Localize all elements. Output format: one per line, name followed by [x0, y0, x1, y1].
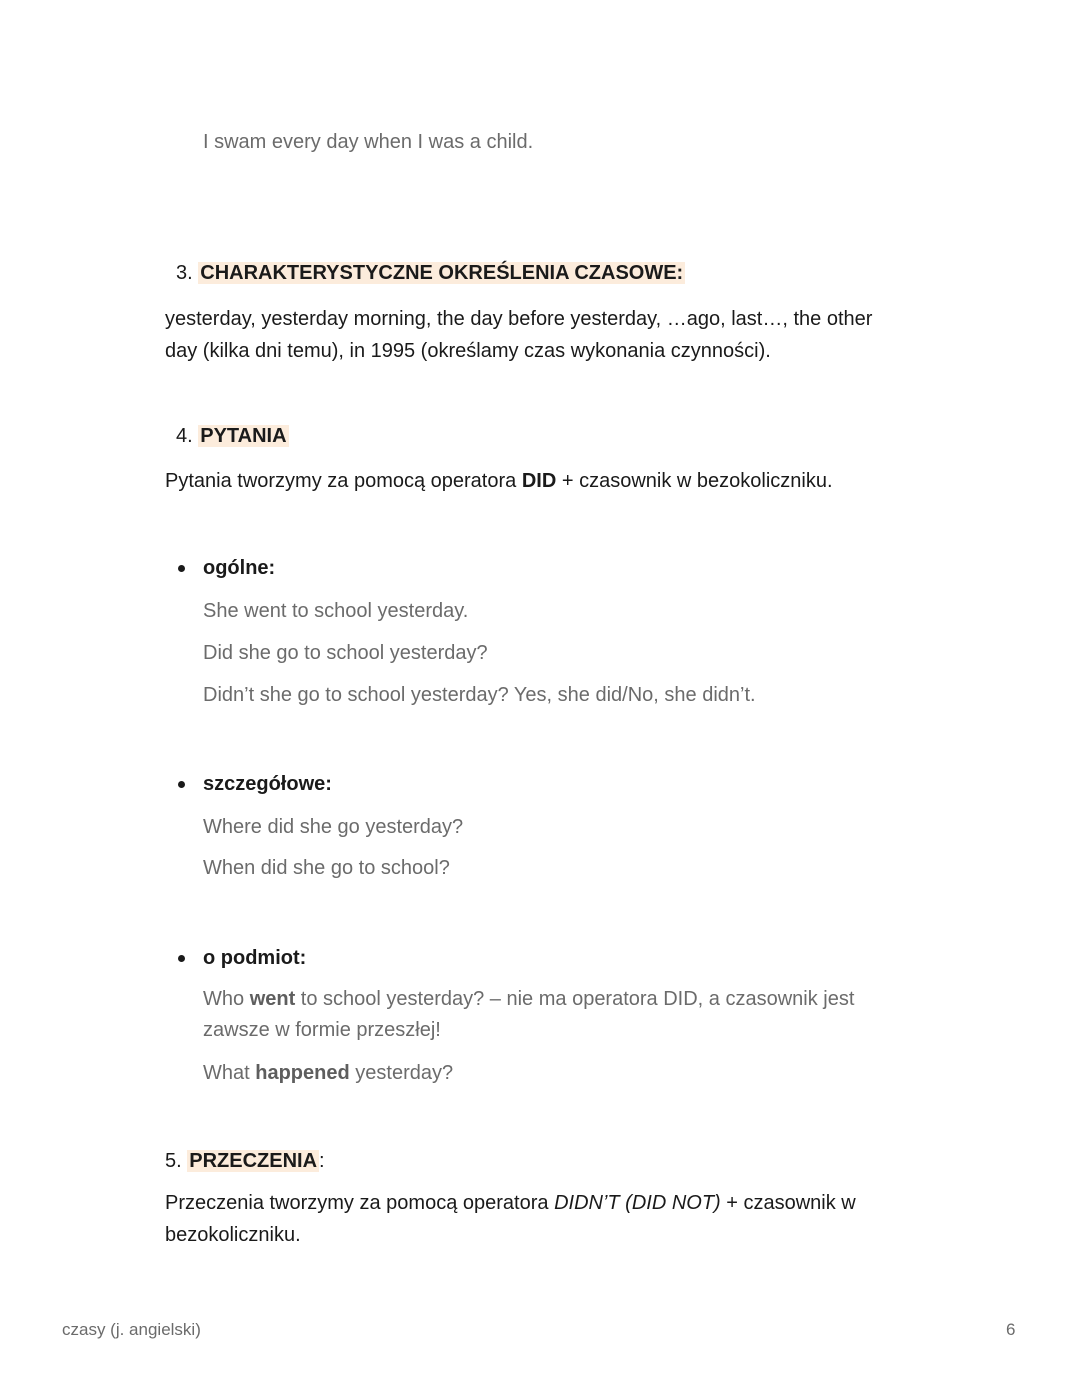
section-5-operator: DIDN’T (DID NOT): [554, 1192, 721, 1214]
section-3-heading: [176, 259, 685, 287]
subject-example-1-rest: to school yesterday? – nie ma operatora DID, a czasownik jest: [295, 988, 855, 1010]
footer-doc-title: czasy (j. angielski): [62, 1320, 201, 1339]
section-5-title: PRZECZENIA: [189, 1150, 318, 1172]
section-4-intro-did: DID: [521, 470, 557, 492]
subject-example-2-verb: happened: [255, 1062, 350, 1084]
footer-page-number: 6: [1006, 1320, 1016, 1339]
subject-example-1-verb: went: [249, 988, 296, 1010]
section-4-intro-text: Pytania tworzymy za pomocą operatora: [165, 470, 522, 492]
detailed-example-2: When did she go to school?: [203, 857, 450, 879]
section-4-intro-rest: + czasownik w bezokoliczniku.: [556, 470, 833, 492]
bullet-dot-subject: [178, 955, 185, 962]
section-5-line-1-rest: + czasownik w: [720, 1192, 856, 1214]
bullet-title-general: ogólne:: [203, 557, 276, 579]
section-3-number: 3.: [176, 262, 193, 284]
subject-example-1-start: Who: [203, 988, 250, 1010]
section-3-line-1: yesterday, yesterday morning, the day before yesterday, …ago, last…, the other: [165, 308, 873, 330]
section-4-title: PYTANIA: [200, 425, 287, 447]
section-3-line-2: day (kilka dni temu), in 1995 (określamy czas wykonania czynności).: [165, 340, 771, 362]
bullet-dot-general: [178, 565, 185, 572]
subject-example-2-rest: yesterday?: [349, 1062, 454, 1084]
general-example-1: She went to school yesterday.: [203, 600, 469, 622]
subject-example-1: [203, 984, 854, 1014]
subject-example-2-start: What: [203, 1062, 256, 1084]
section-4-intro: [165, 465, 833, 497]
section-5-line-2: bezokoliczniku.: [165, 1224, 301, 1246]
subject-example-2: [203, 1058, 453, 1088]
general-example-3: Didn’t she go to school yesterday? Yes, she did/No, she didn’t.: [203, 684, 756, 706]
bullet-dot-detailed: [178, 781, 185, 788]
section-5-line-1-text: Przeczenia tworzymy za pomocą operatora: [165, 1192, 555, 1214]
detailed-example-1: Where did she go yesterday?: [203, 816, 464, 838]
general-example-2: Did she go to school yesterday?: [203, 642, 488, 664]
section-4-heading: [176, 422, 289, 450]
section-4-number: 4.: [176, 425, 193, 447]
section-5-number: 5.: [165, 1150, 182, 1172]
bullet-title-detailed: szczegółowe:: [203, 773, 332, 795]
bullet-title-subject: o podmiot:: [203, 947, 307, 969]
subject-example-1-line-2: zawsze w formie przeszłej!: [203, 1019, 441, 1041]
section-3-title: CHARAKTERYSTYCZNE OKREŚLENIA CZASOWE:: [200, 262, 684, 284]
intro-example: I swam every day when I was a child.: [203, 131, 534, 153]
section-5-colon: :: [319, 1150, 325, 1172]
section-5-heading: [165, 1147, 325, 1175]
section-5-line-1: [165, 1187, 856, 1219]
